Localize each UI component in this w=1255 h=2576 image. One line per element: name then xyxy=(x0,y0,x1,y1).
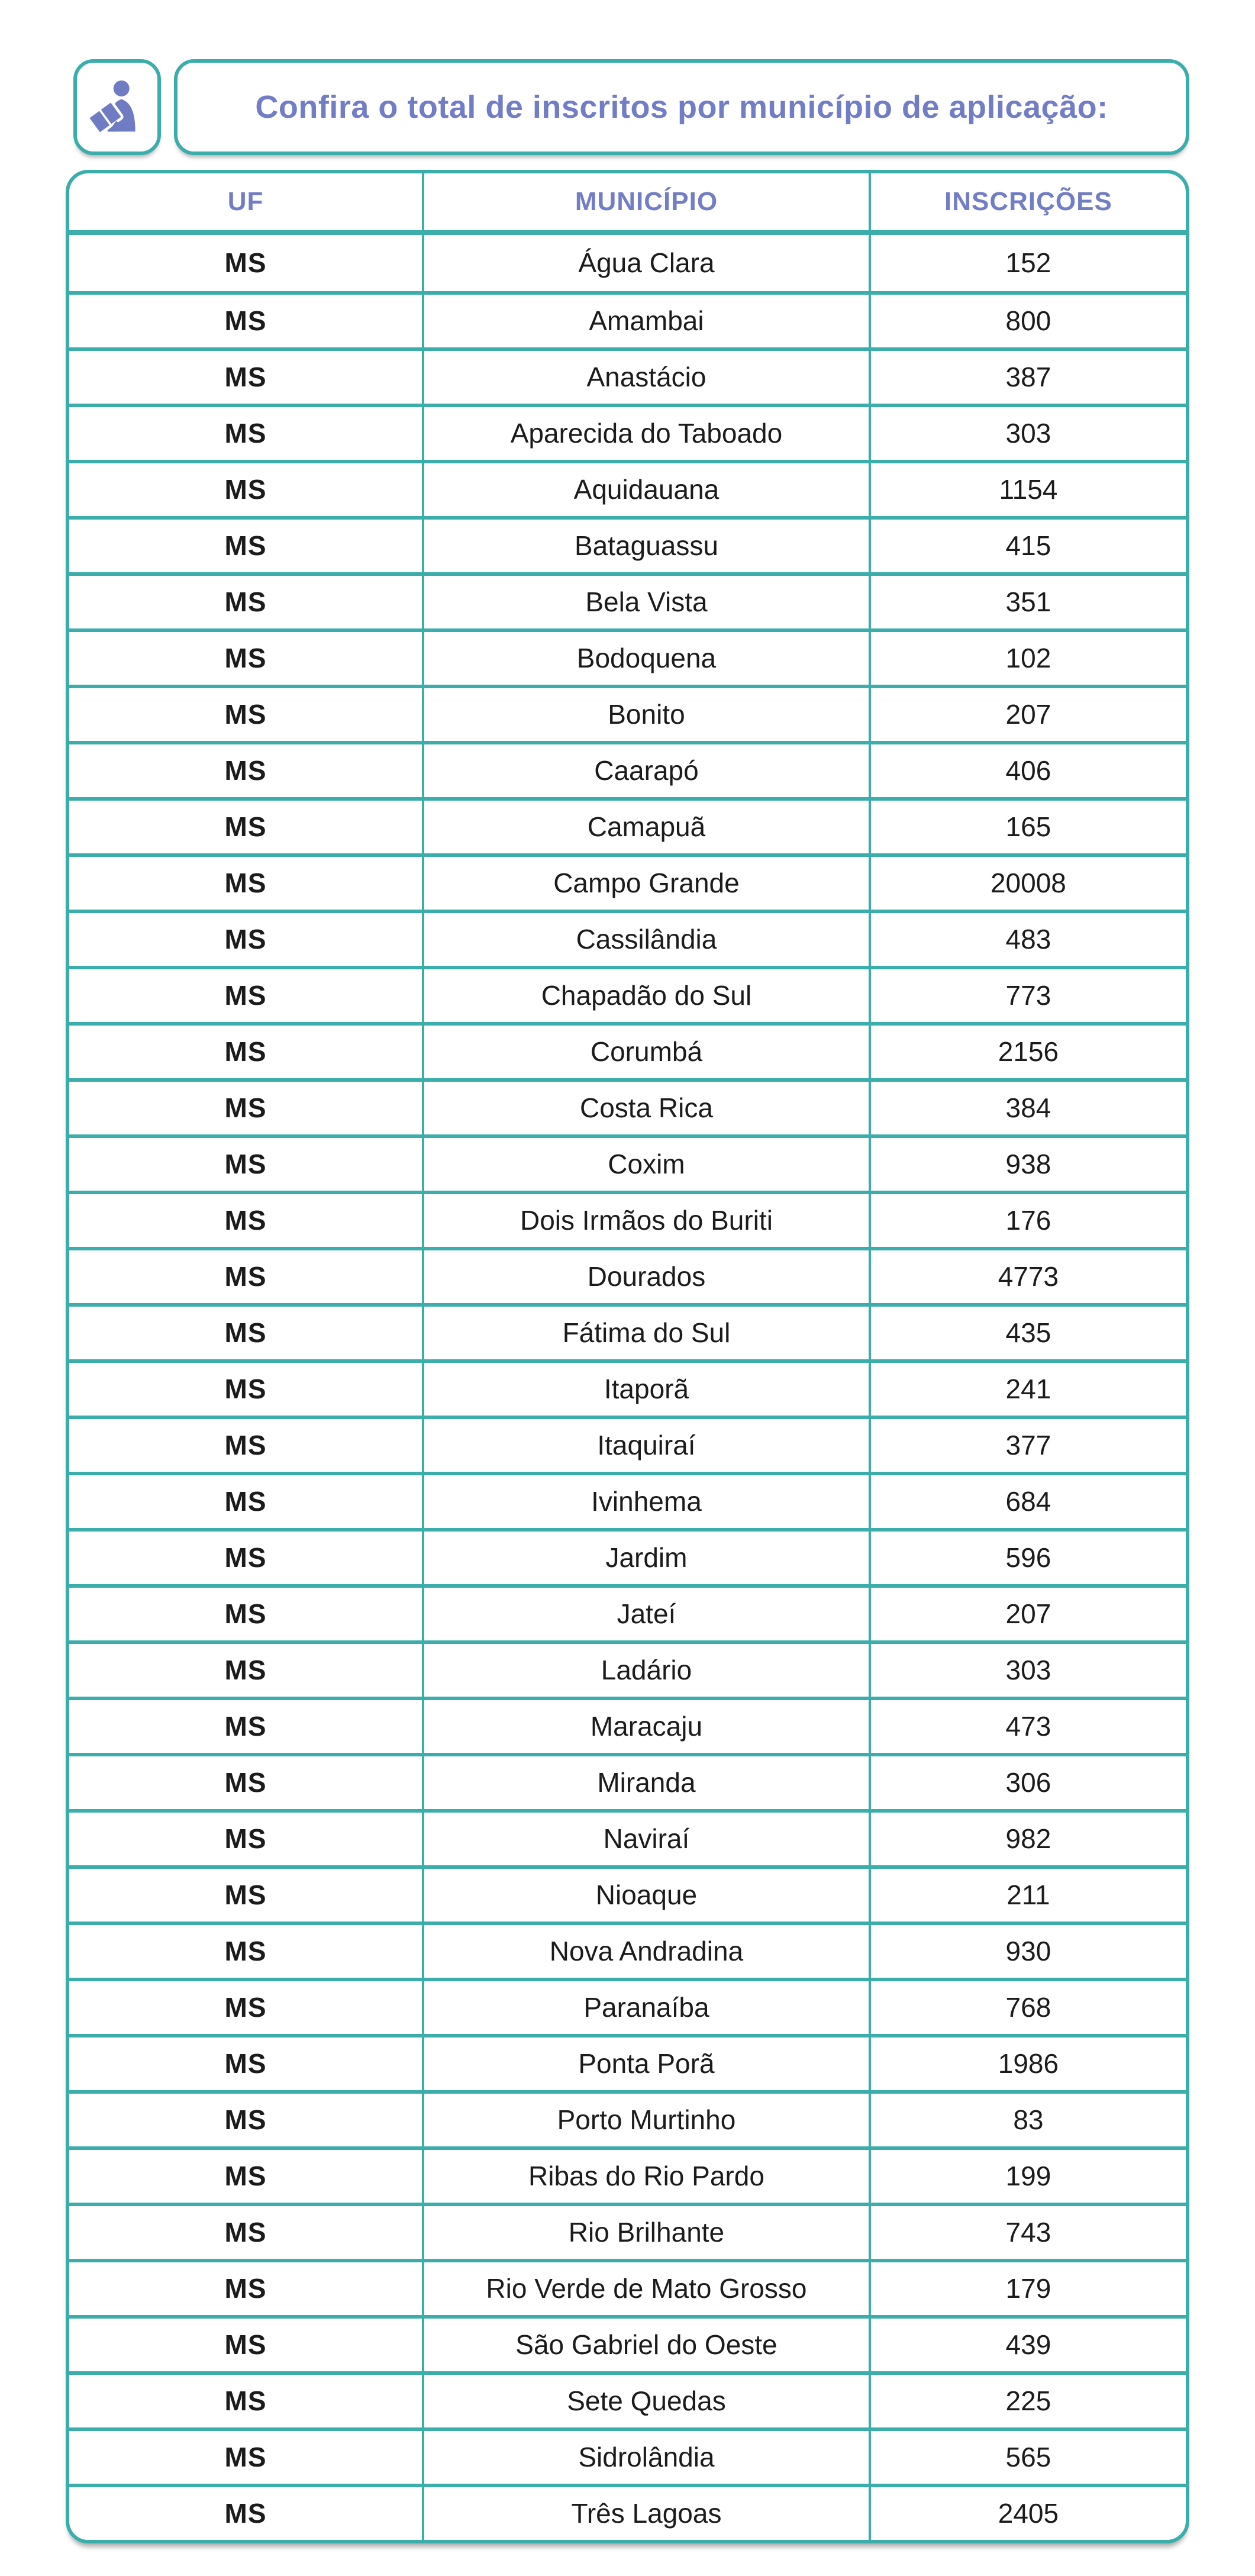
table-row xyxy=(69,2259,1186,2315)
cell-inscricoes: 303 xyxy=(1005,418,1051,449)
cell-inscricoes: 152 xyxy=(1005,247,1051,279)
cell-inscricoes: 306 xyxy=(1005,1767,1051,1798)
table-row xyxy=(69,741,1186,797)
column-header-municipio: MUNICÍPIO xyxy=(424,173,871,230)
cell-inscricoes: 596 xyxy=(1005,1542,1051,1574)
cell-municipio: Sete Quedas xyxy=(424,2375,871,2427)
table-row xyxy=(69,1921,1186,1978)
table-row xyxy=(69,1134,1186,1191)
cell-uf: MS xyxy=(69,2206,424,2259)
cell-municipio: Jardim xyxy=(424,1532,871,1584)
table-row xyxy=(69,1809,1186,1865)
table-row xyxy=(69,1528,1186,1584)
cell-municipio: São Gabriel do Oeste xyxy=(424,2319,871,2371)
cell-inscricoes: 2156 xyxy=(998,1036,1059,1068)
person-reading-icon xyxy=(85,74,149,140)
cell-inscricoes: 483 xyxy=(1005,924,1051,955)
cell-inscricoes: 435 xyxy=(1005,1317,1051,1349)
table-row xyxy=(69,1584,1186,1640)
cell-municipio: Caarapó xyxy=(424,744,871,797)
cell-uf: MS xyxy=(69,1700,424,1753)
cell-municipio: Camapuã xyxy=(424,801,871,853)
table-row xyxy=(69,853,1186,910)
cell-uf: MS xyxy=(69,2037,424,2090)
cell-inscricoes: 225 xyxy=(1005,2385,1051,2417)
cell-uf: MS xyxy=(69,632,424,685)
cell-uf: MS xyxy=(69,1082,424,1134)
cell-municipio: Anastácio xyxy=(424,351,871,404)
cell-municipio: Fátima do Sul xyxy=(424,1307,871,1359)
cell-uf: MS xyxy=(69,407,424,460)
table-row xyxy=(69,2090,1186,2146)
cell-inscricoes: 102 xyxy=(1005,643,1051,674)
cell-inscricoes: 165 xyxy=(1005,811,1051,843)
column-header-inscricoes: INSCRIÇÕES xyxy=(944,187,1112,216)
table-row xyxy=(69,1697,1186,1753)
cell-municipio: Nova Andradina xyxy=(424,1925,871,1978)
table-row xyxy=(69,1303,1186,1359)
table-row xyxy=(69,1416,1186,1472)
cell-uf: MS xyxy=(69,2262,424,2315)
cell-uf: MS xyxy=(69,576,424,628)
cell-uf: MS xyxy=(69,2094,424,2146)
cell-uf: MS xyxy=(69,351,424,404)
cell-uf: MS xyxy=(69,1813,424,1865)
page-title: Confira o total de inscritos por município de aplicação: xyxy=(255,89,1108,125)
cell-inscricoes: 241 xyxy=(1005,1374,1051,1405)
cell-municipio: Rio Verde de Mato Grosso xyxy=(424,2262,871,2315)
cell-uf: MS xyxy=(69,1026,424,1078)
cell-uf: MS xyxy=(69,1644,424,1697)
table-row xyxy=(69,2427,1186,2484)
cell-uf: MS xyxy=(69,463,424,516)
cell-uf: MS xyxy=(69,1138,424,1191)
title-box xyxy=(174,59,1189,155)
cell-uf: MS xyxy=(69,2150,424,2203)
header xyxy=(73,59,1189,155)
cell-municipio: Bataguassu xyxy=(424,520,871,572)
cell-inscricoes: 938 xyxy=(1005,1149,1051,1180)
cell-inscricoes: 199 xyxy=(1005,2161,1051,2192)
cell-inscricoes: 207 xyxy=(1005,699,1051,730)
cell-municipio: Dourados xyxy=(424,1250,871,1303)
cell-uf: MS xyxy=(69,969,424,1022)
cell-municipio: Costa Rica xyxy=(424,1082,871,1134)
table-row xyxy=(69,685,1186,741)
cell-uf: MS xyxy=(69,1925,424,1978)
cell-municipio: Itaquiraí xyxy=(424,1419,871,1472)
cell-municipio: Cassilândia xyxy=(424,913,871,966)
table-row xyxy=(69,966,1186,1022)
cell-inscricoes: 406 xyxy=(1005,755,1051,786)
cell-inscricoes: 384 xyxy=(1005,1092,1051,1124)
table-row xyxy=(69,1191,1186,1247)
cell-inscricoes: 2405 xyxy=(998,2498,1059,2529)
cell-uf: MS xyxy=(69,1194,424,1247)
cell-uf: MS xyxy=(69,295,424,347)
cell-municipio: Nioaque xyxy=(424,1869,871,1921)
table-row xyxy=(69,1247,1186,1303)
person-reading-icon-box xyxy=(73,59,161,155)
table-row xyxy=(69,2315,1186,2371)
table-row xyxy=(69,516,1186,572)
cell-municipio: Ribas do Rio Pardo xyxy=(424,2150,871,2203)
cell-uf: MS xyxy=(69,1981,424,2034)
table-row xyxy=(69,2484,1186,2540)
cell-municipio: Corumbá xyxy=(424,1026,871,1078)
cell-uf: MS xyxy=(69,2431,424,2484)
cell-uf: MS xyxy=(69,2375,424,2427)
cell-uf: MS xyxy=(69,520,424,572)
cell-municipio: Bela Vista xyxy=(424,576,871,628)
cell-inscricoes: 303 xyxy=(1005,1655,1051,1686)
cell-municipio: Rio Brilhante xyxy=(424,2206,871,2259)
cell-uf: MS xyxy=(69,688,424,741)
table-row xyxy=(69,347,1186,404)
table-row xyxy=(69,2034,1186,2090)
table-row xyxy=(69,797,1186,853)
cell-inscricoes: 179 xyxy=(1005,2273,1051,2304)
table-body xyxy=(69,235,1186,2540)
cell-municipio: Maracaju xyxy=(424,1700,871,1753)
table-header-row xyxy=(69,173,1186,235)
cell-municipio: Aparecida do Taboado xyxy=(424,407,871,460)
cell-inscricoes: 1154 xyxy=(999,474,1058,505)
cell-municipio: Ivinhema xyxy=(424,1475,871,1528)
cell-uf: MS xyxy=(69,1419,424,1472)
table-row xyxy=(69,1022,1186,1078)
cell-municipio: Itaporã xyxy=(424,1363,871,1416)
table-row xyxy=(69,1472,1186,1528)
table-row xyxy=(69,1978,1186,2034)
cell-inscricoes: 743 xyxy=(1005,2217,1051,2248)
cell-uf: MS xyxy=(69,913,424,966)
cell-municipio: Bonito xyxy=(424,688,871,741)
table-row xyxy=(69,2203,1186,2259)
cell-inscricoes: 800 xyxy=(1005,305,1051,337)
cell-inscricoes: 773 xyxy=(1005,980,1051,1011)
cell-uf: MS xyxy=(69,744,424,797)
cell-municipio: Chapadão do Sul xyxy=(424,969,871,1022)
table-row xyxy=(69,1865,1186,1921)
cell-municipio: Três Lagoas xyxy=(424,2487,871,2540)
cell-inscricoes: 930 xyxy=(1005,1936,1051,1967)
cell-inscricoes: 20008 xyxy=(990,868,1066,899)
cell-inscricoes: 83 xyxy=(1013,2104,1044,2136)
cell-municipio: Paranaíba xyxy=(424,1981,871,2034)
table-row xyxy=(69,1078,1186,1134)
cell-municipio: Jateí xyxy=(424,1588,871,1640)
table-row xyxy=(69,2371,1186,2427)
cell-uf: MS xyxy=(69,235,424,291)
cell-municipio: Naviraí xyxy=(424,1813,871,1865)
cell-uf: MS xyxy=(69,1869,424,1921)
cell-inscricoes: 473 xyxy=(1005,1711,1051,1742)
table-row xyxy=(69,910,1186,966)
cell-inscricoes: 415 xyxy=(1005,530,1051,562)
cell-uf: MS xyxy=(69,1307,424,1359)
cell-inscricoes: 439 xyxy=(1005,2329,1051,2361)
cell-uf: MS xyxy=(69,1250,424,1303)
table-row xyxy=(69,628,1186,685)
cell-inscricoes: 4773 xyxy=(998,1261,1059,1292)
cell-municipio: Coxim xyxy=(424,1138,871,1191)
table-row xyxy=(69,235,1186,291)
table-row xyxy=(69,1640,1186,1697)
cell-municipio: Aquidauana xyxy=(424,463,871,516)
cell-uf: MS xyxy=(69,1756,424,1809)
table-row xyxy=(69,572,1186,628)
table-row xyxy=(69,2146,1186,2203)
table-row xyxy=(69,1359,1186,1416)
table-row xyxy=(69,1753,1186,1809)
cell-municipio: Amambai xyxy=(424,295,871,347)
cell-uf: MS xyxy=(69,1588,424,1640)
cell-municipio: Ladário xyxy=(424,1644,871,1697)
cell-uf: MS xyxy=(69,801,424,853)
cell-inscricoes: 768 xyxy=(1005,1992,1051,2023)
cell-municipio: Dois Irmãos do Buriti xyxy=(424,1194,871,1247)
cell-inscricoes: 351 xyxy=(1005,586,1051,618)
cell-inscricoes: 982 xyxy=(1005,1823,1051,1855)
inscriptions-table xyxy=(66,170,1189,2543)
cell-uf: MS xyxy=(69,1475,424,1528)
cell-municipio: Bodoquena xyxy=(424,632,871,685)
column-header-uf: UF xyxy=(69,173,424,230)
cell-municipio: Porto Murtinho xyxy=(424,2094,871,2146)
table-row xyxy=(69,404,1186,460)
cell-inscricoes: 565 xyxy=(1005,2442,1051,2473)
cell-municipio: Água Clara xyxy=(424,235,871,291)
cell-inscricoes: 176 xyxy=(1005,1205,1051,1236)
cell-inscricoes: 1986 xyxy=(998,2048,1059,2080)
cell-municipio: Sidrolândia xyxy=(424,2431,871,2484)
cell-inscricoes: 377 xyxy=(1005,1430,1051,1461)
table-row xyxy=(69,291,1186,347)
cell-inscricoes: 387 xyxy=(1005,362,1051,393)
cell-municipio: Campo Grande xyxy=(424,857,871,910)
cell-uf: MS xyxy=(69,857,424,910)
cell-inscricoes: 207 xyxy=(1005,1598,1051,1630)
cell-uf: MS xyxy=(69,1363,424,1416)
cell-municipio: Ponta Porã xyxy=(424,2037,871,2090)
cell-inscricoes: 684 xyxy=(1005,1486,1051,1517)
cell-uf: MS xyxy=(69,1532,424,1584)
cell-uf: MS xyxy=(69,2319,424,2371)
cell-uf: MS xyxy=(69,2487,424,2540)
cell-municipio: Miranda xyxy=(424,1756,871,1809)
cell-inscricoes: 211 xyxy=(1006,1879,1050,1911)
table-row xyxy=(69,460,1186,516)
